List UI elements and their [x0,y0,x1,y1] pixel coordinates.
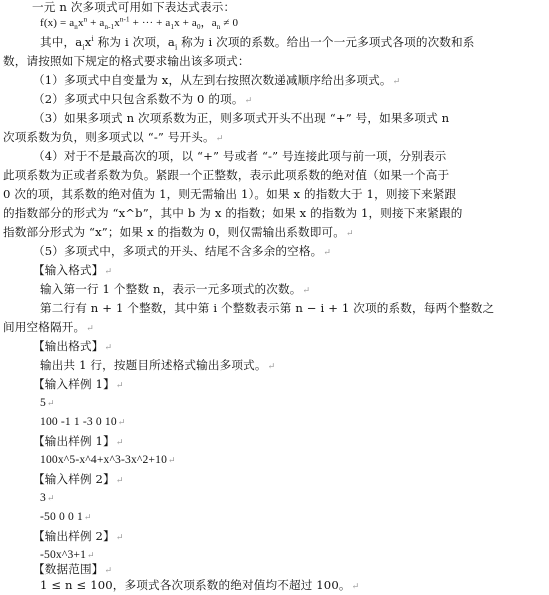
data-range-heading [33,562,549,578]
section-heading: 【输出样例 1】 [33,434,115,448]
rule-text: 0 次的项，其系数的绝对值为 1，则无需输出 1）。如果 x 的指数大于 1，则接下来紧跟 [3,187,457,201]
paragraph-mark: ↵ [392,77,401,87]
sample-text: 100x^5-x^4+x^3-3x^2+10 [40,453,168,466]
data-range-text [40,578,549,594]
formula-sub: n-1 [104,23,115,32]
paragraph-mark: ↵ [168,455,176,465]
paragraph-mark: ↵ [215,134,224,144]
rule-text: （1）多项式中自变量为 x，从左到右按照次数递减顺序给出多项式。 [33,73,392,87]
rule-text: （4）对于不是最高次的项，以 “+” 号或者 “-” 号连接此项与前一项，分别表示 [33,149,447,163]
sample-text: 3 [40,491,46,504]
section-text: 输出共 1 行，按题目所述格式输出多项式。 [40,358,267,372]
formula-sub: n [216,23,221,32]
formula-term: a [69,17,75,29]
definition-line-2 [3,54,549,68]
def-sub: i [82,43,85,52]
paragraph-mark: ↵ [46,493,55,503]
rule-4-line-3 [3,187,549,201]
formula-term: x + a [174,17,197,29]
paragraph-mark: ↵ [267,362,276,372]
paragraph-mark: ↵ [302,286,311,296]
formula-term: x [77,17,84,29]
paragraph-mark: ↵ [87,550,95,560]
rule-4-line-1 [33,149,549,163]
paragraph-mark: ↵ [115,476,124,486]
def-sup: i [91,35,94,44]
formula-term: ，a [200,17,217,29]
sample-output-1-line-1 [40,453,549,467]
definition-line-1 [40,35,549,52]
rule-4-line-4 [3,206,549,220]
input-format-heading [33,263,549,279]
rule-text: （2）多项式中只包含系数不为 0 的项。 [33,92,244,106]
formula-term: + ··· + a [129,17,171,29]
rule-3-line-1 [33,111,549,125]
sample-input-2-heading [33,472,549,488]
rule-text: 次项系数为负，则多项式以 “-” 号开头。 [3,130,215,144]
intro-line [32,0,549,14]
sample-input-1-line-2 [40,415,549,429]
paragraph-mark: ↵ [115,533,124,543]
sample-text: 5 [40,396,46,409]
rule-3-line-2 [3,130,549,146]
input-format-line-2 [40,301,549,315]
def-text: 称为 i 次项的系数。给出一个一元多项式各项的次数和系 [177,35,475,49]
rule-text: 指数部分形式为 “x”；如果 x 的指数为 0，则仅需输出系数即可。 [3,225,345,239]
formula-sup: n [83,15,88,24]
formula-line [40,16,549,30]
formula-term: x [114,17,120,29]
intro-text: 一元 n 次多项式可用如下表达式表示： [32,0,236,14]
sample-input-2-line-1 [40,491,549,505]
paragraph-mark: ↵ [244,96,253,106]
sample-input-2-line-2 [40,510,549,524]
section-text: 输入第一行 1 个整数 n，表示一元多项式的次数。 [40,282,302,296]
sample-output-1-heading [33,434,549,450]
formula-term: + a [87,17,105,29]
rule-text: （5）多项式中，多项式的开头、结尾不含多余的空格。 [33,244,323,258]
formula-sub: n [74,23,78,32]
sample-text: -50 0 0 1 [40,510,83,523]
section-heading: 【数据范围】 [33,562,104,576]
output-format-line-1 [40,358,549,374]
def-text: 称为 i 次项，a [93,35,175,49]
rule-text: 此项系数为正或者系数为负。紧跟一个正整数，表示此项系数的绝对值（如果一个高于 [3,168,450,182]
section-heading: 【输入样例 2】 [33,472,115,486]
rule-4-line-2 [3,168,549,182]
section-heading: 【输入样例 1】 [33,377,115,391]
paragraph-mark: ↵ [104,267,113,277]
output-format-heading [33,339,549,355]
paragraph-mark: ↵ [115,381,124,391]
rule-2 [33,92,549,108]
section-heading: 【输入格式】 [33,263,104,277]
rule-text: 的指数部分的形式为 “x^b”，其中 b 为 x 的指数；如果 x 的指数为 1，则接下来紧跟的 [3,206,463,220]
formula-term: ≠ 0 [220,17,239,29]
sample-input-1-line-1 [40,396,549,410]
sample-text: -50x^3+1 [40,548,87,561]
sample-output-2-line-1 [40,548,549,562]
paragraph-mark: ↵ [104,566,113,576]
paragraph-mark: ↵ [86,324,94,334]
paragraph-mark: ↵ [115,438,124,448]
paragraph-mark: ↵ [117,417,126,427]
rule-5 [33,244,549,260]
sample-text: 100 -1 1 -3 0 10 [40,415,117,428]
paragraph-mark: ↵ [104,343,113,353]
paragraph-mark: ↵ [351,582,360,592]
def-text: x [84,35,92,49]
paragraph-mark: ↵ [346,229,354,239]
input-format-line-3 [3,320,549,336]
def-text: 数，请按照如下规定的格式要求输出该多项式： [3,54,250,68]
input-format-line-1 [40,282,549,298]
section-text: 第二行有 n + 1 个整数，其中第 i 个整数表示第 n − i + 1 次项的系数，每两个整数之 [40,301,495,315]
section-text: 间用空格隔开。 [3,320,86,334]
section-heading: 【输出格式】 [33,339,104,353]
def-sub: i [174,43,178,52]
formula-sub: 1 [170,23,175,32]
paragraph-mark: ↵ [46,398,55,408]
paragraph-mark: ↵ [323,248,332,258]
section-heading: 【输出样例 2】 [33,529,115,543]
formula-sub: 0 [196,23,201,32]
formula-sup: n-1 [119,15,130,24]
rule-text: （3）如果多项式 n 次项系数为正，则多项式开头不出现 “+” 号，如果多项式 n [33,111,450,125]
rule-4-line-5 [3,225,549,241]
section-text: 1 ≤ n ≤ 100，多项式各次项系数的绝对值均不超过 100。 [40,578,351,592]
sample-output-2-heading [33,529,549,545]
def-text: 其中，a [40,35,83,49]
formula-lhs: f(x) = [40,17,70,29]
sample-input-1-heading [33,377,549,393]
paragraph-mark: ↵ [83,512,92,522]
rule-1 [33,73,549,89]
